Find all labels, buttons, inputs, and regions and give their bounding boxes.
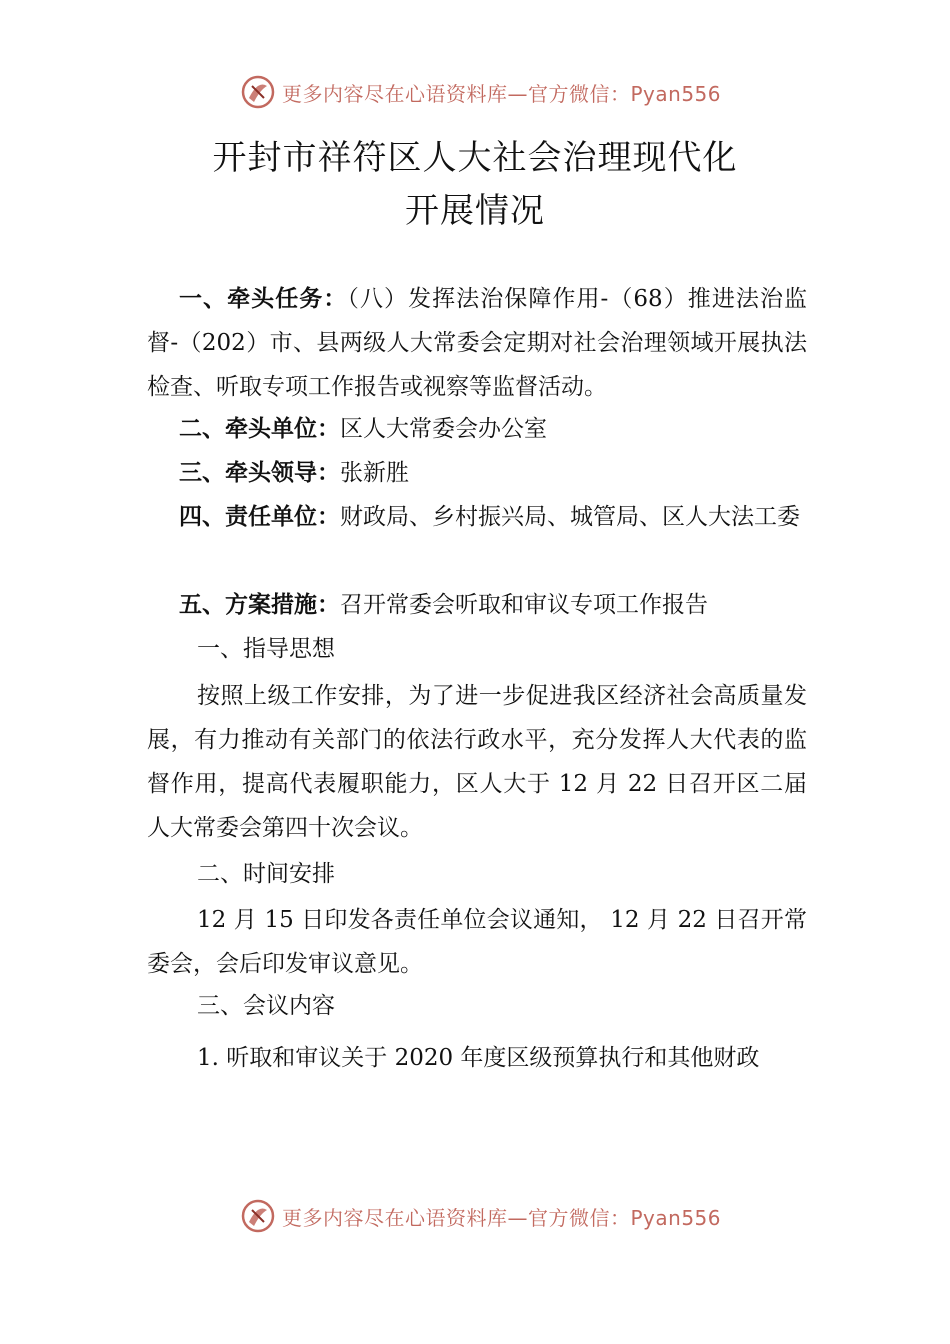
item-text: 张新胜 [340,460,409,486]
watermark-text: 更多内容尽在心语资料库—官方微信：Pyan556 [282,81,722,106]
item-text: 财政局、乡村振兴局、城管局、区人大法工委 [340,504,800,530]
section-body-schedule: 12 月 15 日印发各责任单位会议通知， 12 月 22 日召开常委会，会后印发审议意见。 [147,907,807,977]
section-body-guiding: 按照上级工作安排，为了进一步促进我区经济社会高质量发展，有力推动有关部门的依法行政水平，充分发挥人大代表的监督作用，提高代表履职能力，区人大于 12 月 22 日召开区二届人大常委会第四十次会议。 [147,683,807,841]
document-title-line1: 开封市祥符区人大社会治理现代化 [212,138,738,178]
item-lead-task [147,277,807,409]
watermark-footer [240,1196,760,1236]
item-lead-unit [179,407,807,451]
item-label: 二、牵头单位： [179,416,340,442]
item-responsible-units [179,495,807,539]
watermark-header [240,72,760,112]
section-heading-schedule: 二、时间安排 [197,861,335,887]
item-label: 四、责任单位： [179,504,340,530]
watermark-text: 更多内容尽在心语资料库—官方微信：Pyan556 [282,1205,722,1230]
item-lead-leader [179,451,807,495]
section-heading-content: 三、会议内容 [197,993,335,1019]
item-label: 一、牵头任务： [179,286,348,312]
document-title-line2: 开展情况 [405,191,545,231]
logo-seal-icon [240,74,276,110]
item-text: 召开常委会听取和审议专项工作报告 [340,592,708,618]
logo-seal-icon [240,1198,276,1234]
item-text: 区人大常委会办公室 [340,416,547,442]
item-measures [179,583,807,627]
section-heading-guiding: 一、指导思想 [197,636,335,662]
section-body-content: 1. 听取和审议关于 2020 年度区级预算执行和其他财政 [197,1045,760,1071]
item-label: 五、方案措施： [179,592,340,618]
item-label: 三、牵头领导： [179,460,340,486]
item-text: （八）发挥法治保障作用-（68）推进法治监督-（202）市、县两级人大常委会定期对社会治理领域开展执法检查、听取专项工作报告或视察等监督活动。 [147,286,808,400]
